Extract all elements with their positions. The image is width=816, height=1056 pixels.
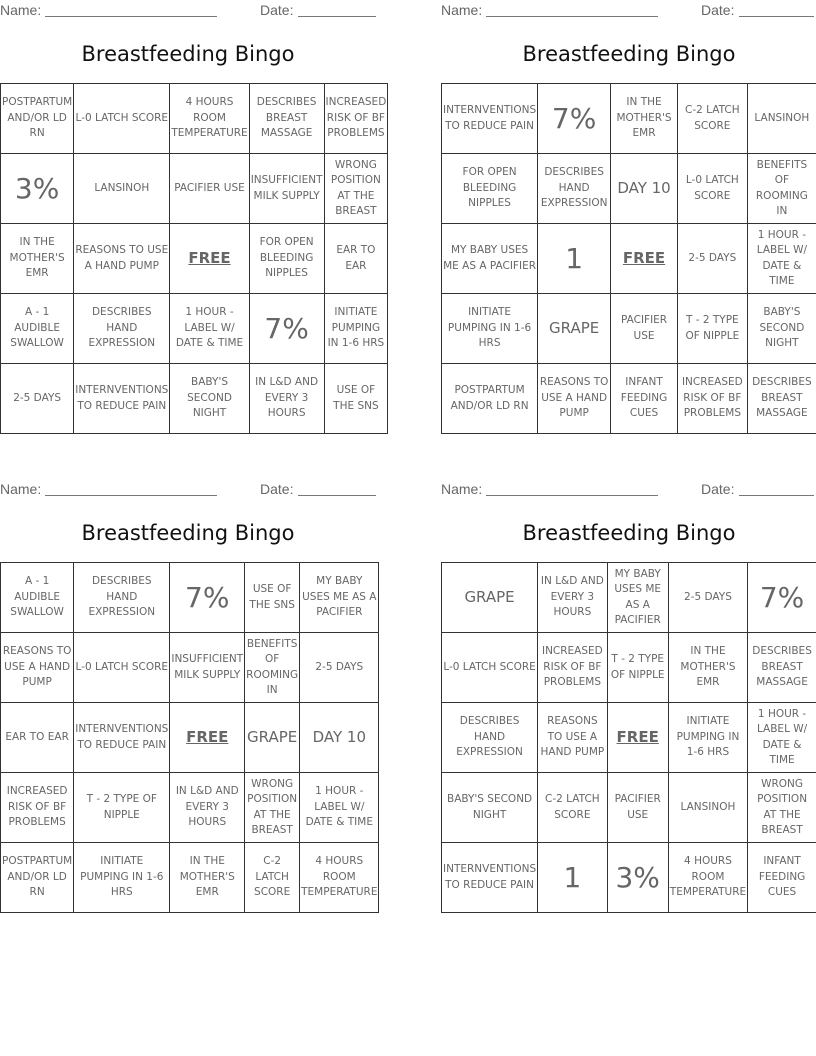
- bingo-cell[interactable]: 4 HOURS ROOM TEMPERATURE: [170, 84, 249, 154]
- bingo-cell[interactable]: PACIFIER USE: [611, 294, 678, 364]
- bingo-card-2: [441, 0, 816, 440]
- date-label: Date:: [701, 2, 735, 18]
- bingo-cell[interactable]: DESCRIBES HAND EXPRESSION: [538, 154, 611, 224]
- bingo-cell[interactable]: C-2 LATCH SCORE: [538, 773, 607, 843]
- grid-row: [442, 563, 816, 633]
- bingo-cell[interactable]: A - 1 AUDIBLE SWALLOW: [1, 294, 74, 364]
- bingo-cell[interactable]: BENEFITS OF ROOMING IN: [245, 633, 300, 703]
- bingo-cell[interactable]: DESCRIBES HAND EXPRESSION: [74, 294, 170, 364]
- bingo-cell[interactable]: DESCRIBES BREAST MASSAGE: [748, 633, 816, 703]
- grid-row: [442, 773, 816, 843]
- card-header: [0, 479, 376, 501]
- bingo-cell[interactable]: LANSINOH: [668, 773, 747, 843]
- grid-row: [442, 364, 816, 434]
- bingo-cell[interactable]: T - 2 TYPE OF NIPPLE: [677, 294, 747, 364]
- bingo-cell[interactable]: GRAPE: [442, 563, 538, 633]
- bingo-cell[interactable]: L-0 LATCH SCORE: [677, 154, 747, 224]
- grid-row: [1, 703, 379, 773]
- bingo-cell[interactable]: INCREASED RISK OF BF PROBLEMS: [1, 773, 74, 843]
- bingo-cell[interactable]: 2-5 DAYS: [1, 364, 74, 434]
- bingo-card-3: [0, 479, 376, 919]
- date-label: Date:: [260, 2, 294, 18]
- bingo-cell[interactable]: 7%: [748, 563, 816, 633]
- bingo-cell[interactable]: INSUFFICIENT MILK SUPPLY: [249, 154, 324, 224]
- bingo-cell[interactable]: INTERNVENTIONS TO REDUCE PAIN: [442, 84, 538, 154]
- grid-row: [442, 633, 816, 703]
- bingo-cell[interactable]: 3%: [607, 843, 668, 913]
- bingo-cell[interactable]: DESCRIBES HAND EXPRESSION: [74, 563, 170, 633]
- bingo-cell[interactable]: IN THE MOTHER'S EMR: [1, 224, 74, 294]
- name-label: Name:: [441, 2, 483, 18]
- grid-row: [1, 224, 388, 294]
- bingo-cell[interactable]: GRAPE: [538, 294, 611, 364]
- free-space-cell[interactable]: FREE: [170, 703, 245, 773]
- bingo-cell[interactable]: 3%: [1, 154, 74, 224]
- date-label: Date:: [260, 481, 294, 497]
- bingo-cell[interactable]: 2-5 DAYS: [300, 633, 379, 703]
- grid-row: [442, 843, 816, 913]
- bingo-cell[interactable]: T - 2 TYPE OF NIPPLE: [607, 633, 668, 703]
- grid-row: [442, 224, 816, 294]
- card-header: [441, 479, 816, 501]
- grid-row: [1, 773, 379, 843]
- name-blank-line[interactable]: [486, 495, 658, 496]
- bingo-grid: [441, 83, 816, 434]
- bingo-cell[interactable]: POSTPARTUM AND/OR LD RN: [442, 364, 538, 434]
- bingo-cell[interactable]: INTERNVENTIONS TO REDUCE PAIN: [74, 364, 170, 434]
- bingo-grid: [0, 562, 379, 913]
- bingo-cell[interactable]: L-0 LATCH SCORE: [442, 633, 538, 703]
- grid-row: [1, 563, 379, 633]
- bingo-cell[interactable]: INCREASED RISK OF BF PROBLEMS: [677, 364, 747, 434]
- grid-row: [1, 84, 388, 154]
- grid-row: [1, 843, 379, 913]
- bingo-cell[interactable]: 1: [538, 843, 607, 913]
- bingo-grid: [441, 562, 816, 913]
- card-header: [441, 0, 816, 22]
- bingo-cell[interactable]: BABY'S SECOND NIGHT: [170, 364, 249, 434]
- bingo-cell[interactable]: 1: [538, 224, 611, 294]
- bingo-cell[interactable]: 7%: [538, 84, 611, 154]
- bingo-cell[interactable]: MY BABY USES ME AS A PACIFIER: [442, 224, 538, 294]
- bingo-cell[interactable]: INCREASED RISK OF BF PROBLEMS: [538, 633, 607, 703]
- bingo-cell[interactable]: 7%: [170, 563, 245, 633]
- grid-row: [1, 154, 388, 224]
- bingo-cell[interactable]: 2-5 DAYS: [668, 563, 747, 633]
- bingo-cell[interactable]: INITIATE PUMPING IN 1-6 HRS: [324, 294, 388, 364]
- bingo-cell[interactable]: 1 HOUR - LABEL W/ DATE & TIME: [748, 703, 816, 773]
- bingo-cell[interactable]: POSTPARTUM AND/OR LD RN: [1, 843, 74, 913]
- bingo-cell[interactable]: REASONS TO USE A HAND PUMP: [74, 224, 170, 294]
- bingo-card-4: [441, 479, 816, 919]
- bingo-cell[interactable]: IN L&D AND EVERY 3 HOURS: [249, 364, 324, 434]
- free-space-cell[interactable]: FREE: [170, 224, 249, 294]
- date-blank-line[interactable]: [298, 495, 376, 496]
- bingo-card-1: [0, 0, 387, 440]
- grid-row: [442, 703, 816, 773]
- bingo-cell[interactable]: L-0 LATCH SCORE: [74, 633, 170, 703]
- grid-row: [442, 294, 816, 364]
- bingo-cell[interactable]: IN THE MOTHER'S EMR: [611, 84, 678, 154]
- bingo-cell[interactable]: LANSINOH: [74, 154, 170, 224]
- bingo-cell[interactable]: INITIATE PUMPING IN 1-6 HRS: [442, 294, 538, 364]
- bingo-cell[interactable]: PACIFIER USE: [170, 154, 249, 224]
- grid-row: [442, 154, 816, 224]
- bingo-cell[interactable]: 4 HOURS ROOM TEMPERATURE: [300, 843, 379, 913]
- bingo-cell[interactable]: L-0 LATCH SCORE: [74, 84, 170, 154]
- bingo-cell[interactable]: POSTPARTUM AND/OR LD RN: [1, 84, 74, 154]
- bingo-cell[interactable]: MY BABY USES ME AS A PACIFIER: [607, 563, 668, 633]
- bingo-cell[interactable]: INCREASED RISK OF BF PROBLEMS: [324, 84, 388, 154]
- bingo-cell[interactable]: BENEFITS OF ROOMING IN: [747, 154, 816, 224]
- bingo-cell[interactable]: INFANT FEEDING CUES: [611, 364, 678, 434]
- bingo-cell[interactable]: IN L&D AND EVERY 3 HOURS: [170, 773, 245, 843]
- bingo-cell[interactable]: C-2 LATCH SCORE: [245, 843, 300, 913]
- bingo-cell[interactable]: REASONS TO USE A HAND PUMP: [538, 364, 611, 434]
- bingo-cell[interactable]: BABY'S SECOND NIGHT: [442, 773, 538, 843]
- bingo-grid: [0, 83, 388, 434]
- bingo-cell[interactable]: REASONS TO USE A HAND PUMP: [1, 633, 74, 703]
- bingo-cell[interactable]: EAR TO EAR: [324, 224, 388, 294]
- grid-row: [1, 294, 388, 364]
- bingo-cell[interactable]: IN THE MOTHER'S EMR: [668, 633, 747, 703]
- free-space-cell[interactable]: FREE: [611, 224, 678, 294]
- bingo-cell[interactable]: INSUFFICIENT MILK SUPPLY: [170, 633, 245, 703]
- date-blank-line[interactable]: [298, 16, 376, 17]
- bingo-cell[interactable]: USE OF THE SNS: [245, 563, 300, 633]
- bingo-cell[interactable]: DAY 10: [611, 154, 678, 224]
- bingo-cell[interactable]: A - 1 AUDIBLE SWALLOW: [1, 563, 74, 633]
- card-title: Breastfeeding Bingo: [81, 42, 295, 66]
- bingo-cell[interactable]: INFANT FEEDING CUES: [748, 843, 816, 913]
- name-blank-line[interactable]: [45, 16, 217, 17]
- bingo-cell[interactable]: EAR TO EAR: [1, 703, 74, 773]
- bingo-cell[interactable]: 1 HOUR - LABEL W/ DATE & TIME: [170, 294, 249, 364]
- bingo-cell[interactable]: USE OF THE SNS: [324, 364, 388, 434]
- date-label: Date:: [701, 481, 735, 497]
- bingo-cell[interactable]: REASONS TO USE A HAND PUMP: [538, 703, 607, 773]
- grid-row: [442, 84, 816, 154]
- bingo-cell[interactable]: IN L&D AND EVERY 3 HOURS: [538, 563, 607, 633]
- name-blank-line[interactable]: [486, 16, 658, 17]
- name-label: Name:: [441, 481, 483, 497]
- bingo-cell[interactable]: 1 HOUR - LABEL W/ DATE & TIME: [300, 773, 379, 843]
- date-blank-line[interactable]: [739, 16, 814, 17]
- bingo-cell[interactable]: BABY'S SECOND NIGHT: [747, 294, 816, 364]
- name-blank-line[interactable]: [45, 495, 217, 496]
- bingo-cell[interactable]: WRONG POSITION AT THE BREAST: [324, 154, 388, 224]
- name-label: Name:: [0, 2, 42, 18]
- bingo-cell[interactable]: T - 2 TYPE OF NIPPLE: [74, 773, 170, 843]
- free-space-cell[interactable]: FREE: [607, 703, 668, 773]
- bingo-cell[interactable]: PACIFIER USE: [607, 773, 668, 843]
- bingo-cell[interactable]: DAY 10: [300, 703, 379, 773]
- bingo-cell[interactable]: DESCRIBES BREAST MASSAGE: [747, 364, 816, 434]
- bingo-cell[interactable]: 2-5 DAYS: [677, 224, 747, 294]
- bingo-cell[interactable]: MY BABY USES ME AS A PACIFIER: [300, 563, 379, 633]
- card-title: Breastfeeding Bingo: [81, 521, 295, 545]
- bingo-cell[interactable]: IN THE MOTHER'S EMR: [170, 843, 245, 913]
- bingo-cell[interactable]: 4 HOURS ROOM TEMPERATURE: [668, 843, 747, 913]
- bingo-cell[interactable]: 1 HOUR - LABEL W/ DATE & TIME: [747, 224, 816, 294]
- bingo-cell[interactable]: WRONG POSITION AT THE BREAST: [748, 773, 816, 843]
- date-blank-line[interactable]: [739, 495, 814, 496]
- bingo-cell[interactable]: DESCRIBES HAND EXPRESSION: [442, 703, 538, 773]
- bingo-cell[interactable]: INTERNVENTIONS TO REDUCE PAIN: [442, 843, 538, 913]
- card-title: Breastfeeding Bingo: [522, 42, 736, 66]
- card-title: Breastfeeding Bingo: [522, 521, 736, 545]
- bingo-cell[interactable]: WRONG POSITION AT THE BREAST: [245, 773, 300, 843]
- bingo-cell[interactable]: LANSINOH: [747, 84, 816, 154]
- bingo-cell[interactable]: FOR OPEN BLEEDING NIPPLES: [442, 154, 538, 224]
- bingo-cell[interactable]: INITIATE PUMPING IN 1-6 HRS: [74, 843, 170, 913]
- bingo-cell[interactable]: C-2 LATCH SCORE: [677, 84, 747, 154]
- bingo-cell[interactable]: GRAPE: [245, 703, 300, 773]
- bingo-cell[interactable]: 7%: [249, 294, 324, 364]
- bingo-cell[interactable]: DESCRIBES BREAST MASSAGE: [249, 84, 324, 154]
- grid-row: [1, 633, 379, 703]
- name-label: Name:: [0, 481, 42, 497]
- grid-row: [1, 364, 388, 434]
- bingo-cell[interactable]: INTERNVENTIONS TO REDUCE PAIN: [74, 703, 170, 773]
- card-header: [0, 0, 376, 22]
- bingo-cell[interactable]: INITIATE PUMPING IN 1-6 HRS: [668, 703, 747, 773]
- bingo-cell[interactable]: FOR OPEN BLEEDING NIPPLES: [249, 224, 324, 294]
